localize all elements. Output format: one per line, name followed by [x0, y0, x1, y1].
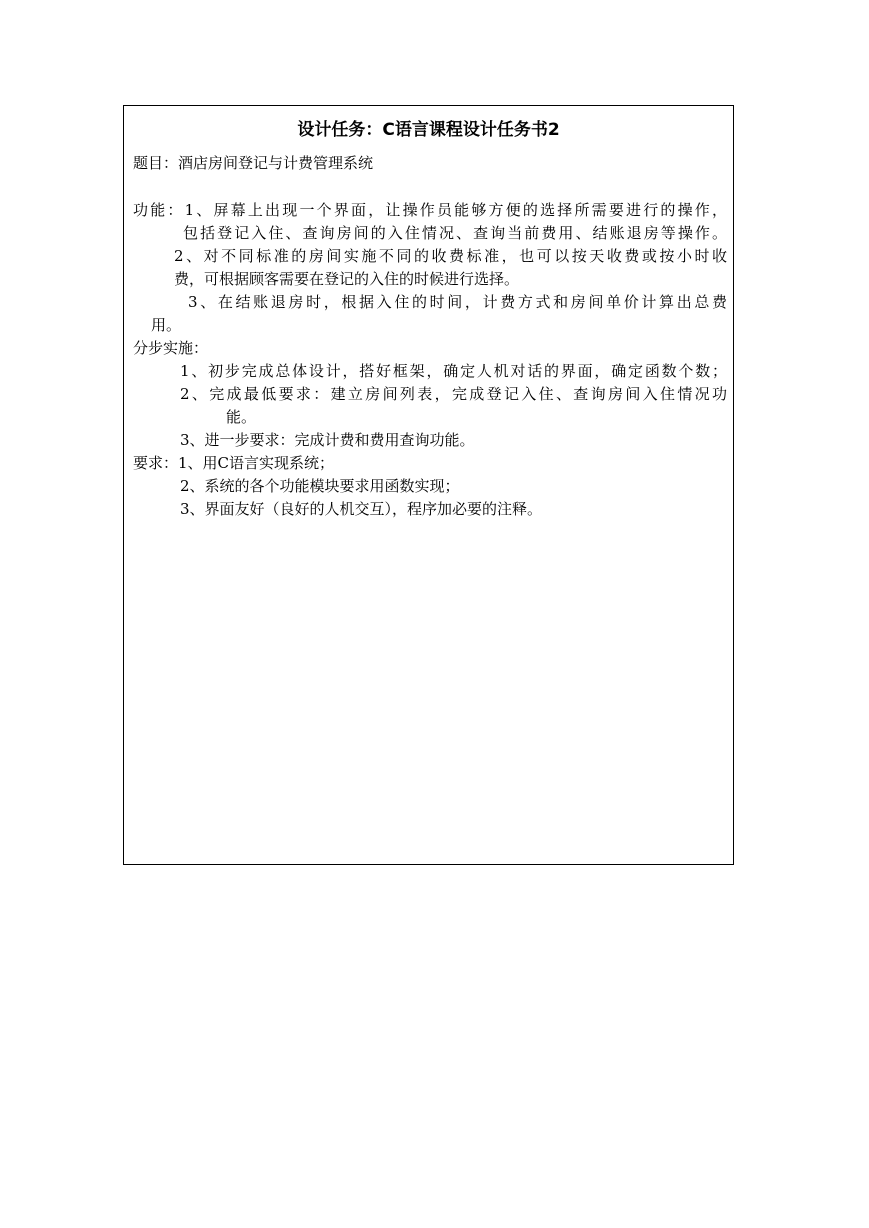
functions-line-6: 用。: [151, 316, 182, 334]
functions-line-5: 3、在结账退房时，根据入住的时间，计费方式和房间单价计算出总费: [188, 293, 727, 311]
task-document-box: [123, 105, 734, 865]
functions-line-3: 2、对不同标准的房间实施不同的收费标准，也可以按天收费或按小时收: [174, 247, 727, 265]
steps-line-2: 2、完成最低要求：建立房间列表，完成登记入住、查询房间入住情况功: [180, 385, 727, 403]
document-title: 设计任务：C语言课程设计任务书2: [297, 120, 560, 140]
steps-line-1: 1、初步完成总体设计，搭好框架，确定人机对话的界面，确定函数个数；: [180, 362, 727, 380]
functions-line-1: 功能：1、屏幕上出现一个界面，让操作员能够方便的选择所需要进行的操作，: [133, 201, 727, 219]
steps-line-3: 能。: [226, 408, 257, 426]
functions-line-2: 包括登记入住、查询房间的入住情况、查询当前费用、结账退房等操作。: [183, 224, 727, 242]
requirements-line-3: 3、界面友好（良好的人机交互），程序加必要的注释。: [180, 500, 543, 518]
topic-line: 题目：酒店房间登记与计费管理系统: [133, 154, 374, 172]
steps-line-4: 3、进一步要求：完成计费和费用查询功能。: [180, 431, 475, 449]
requirements-line-2: 2、系统的各个功能模块要求用函数实现；: [180, 477, 460, 495]
steps-heading: 分步实施：: [133, 339, 209, 357]
requirements-line-1: 要求：1、用C语言实现系统；: [133, 454, 335, 472]
functions-line-4: 费，可根据顾客需要在登记的入住的时候进行选择。: [174, 270, 520, 288]
